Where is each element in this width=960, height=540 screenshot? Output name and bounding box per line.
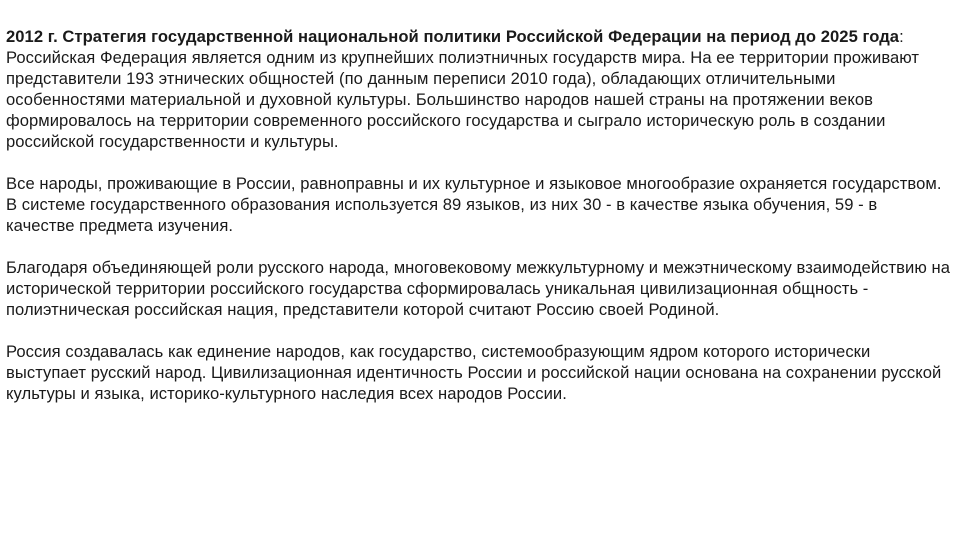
paragraph-civilizational-community: Благодаря объединяющей роли русского народа, многовековому межкультурному и межэтническому взаимодействию на исторической территории российского государства сформировалась уникальная цивилизационная общность - полиэтническая российская нация, представители которой считают Россию своей Родиной.: [6, 258, 950, 319]
document-title: 2012 г. Стратегия государственной национальной политики Российской Федерации на период до 2025 года: [6, 27, 900, 46]
paragraph-language-equality: Все народы, проживающие в России, равноправны и их культурное и языковое многообразие охраняется государством. В системе государственного образования используется 89 языков, из них 30 - в качестве языка обучения, 59 - в качестве предмета изучения.: [6, 174, 942, 235]
paragraph-ethnic-diversity: Российская Федерация является одним из крупнейших полиэтничных государств мира. На ее территории проживают представители 193 этнических общностей (по данным переписи 2010 года), обладающих отличительными особенностями материальной и духовной культуры. Большинство народов нашей страны на протяжении веков формировалось на территории современного российского государства и сыграло историческую роль в создании российской государственности и культуры.: [6, 48, 920, 151]
paragraph-russian-identity: Россия создавалась как единение народов, как государство, системообразующим ядром которого исторически выступает русский народ. Цивилизационная идентичность России и российской нации основана на сохранении русской культуры и языка, историко-культурного наследия всех народов России.: [6, 342, 942, 403]
document-body: [6, 26, 950, 404]
document-heading: [6, 26, 950, 47]
title-colon: :: [899, 27, 904, 46]
